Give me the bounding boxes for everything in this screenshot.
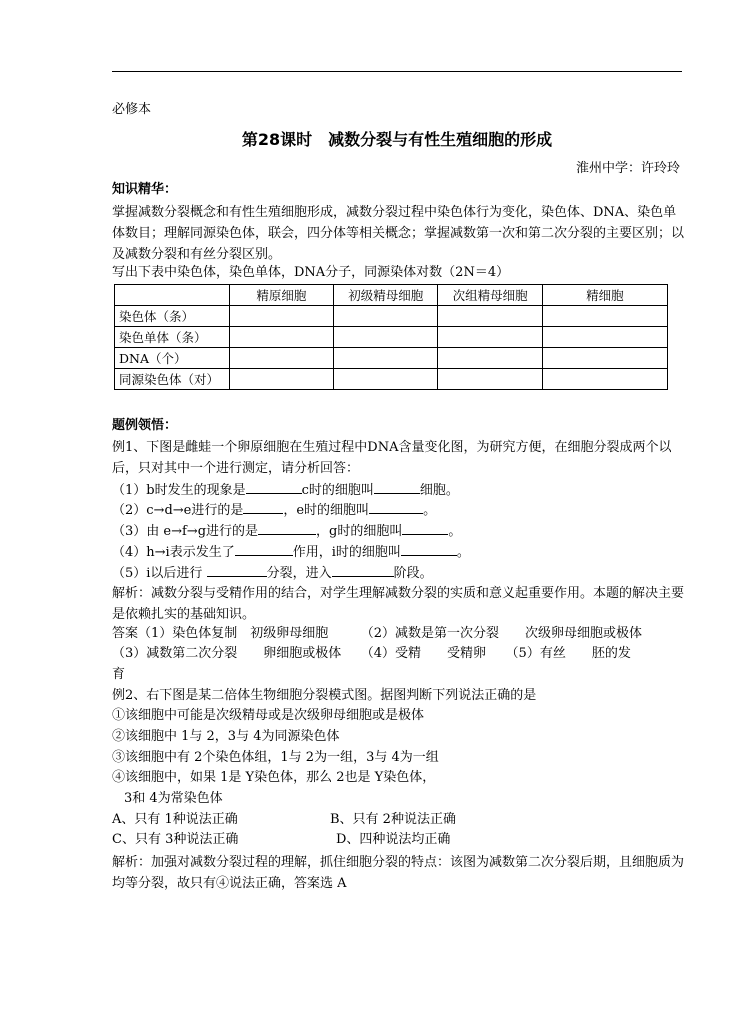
header-rule bbox=[112, 71, 682, 72]
table-cell[interactable] bbox=[334, 348, 438, 369]
table-intro: 写出下表中染色体，染色单体，DNA分子，同源染体对数（2N＝4） bbox=[112, 265, 510, 280]
table-header-cell: 初级精母细胞 bbox=[334, 285, 438, 306]
table-cell[interactable] bbox=[334, 327, 438, 348]
table-cell[interactable] bbox=[438, 348, 542, 369]
table-header-cell: 次组精母细胞 bbox=[438, 285, 542, 306]
answer-blank[interactable] bbox=[332, 563, 394, 577]
example1-answer-line1: 答案（1）染色体复制 初级卵母细胞 （2）减数是第一次分裂 次级卵母细胞或极体 bbox=[112, 626, 643, 641]
table-cell[interactable] bbox=[229, 348, 333, 369]
example1-answer-line3: 育 bbox=[112, 667, 126, 682]
table-header-cell bbox=[115, 285, 230, 306]
table-cell[interactable] bbox=[542, 327, 667, 348]
answer-blank[interactable] bbox=[243, 500, 283, 514]
page-title: 第28课时 减数分裂与有性生殖细胞的形成 bbox=[241, 130, 553, 149]
table-row bbox=[115, 327, 668, 348]
table-cell[interactable] bbox=[334, 306, 438, 327]
table-cell[interactable] bbox=[229, 306, 333, 327]
table-row-label: 染色单体（条） bbox=[115, 327, 230, 348]
table-cell[interactable] bbox=[438, 327, 542, 348]
table-row bbox=[115, 369, 668, 390]
book-label: 必修本 bbox=[112, 102, 152, 117]
table-cell[interactable] bbox=[229, 369, 333, 390]
option-c[interactable]: C、只有 3种说法正确 bbox=[112, 832, 239, 847]
example1-analysis: 解析：减数分裂与受精作用的结合，对学生理解减数分裂的实质和意义起重要作用。本题的解决主要是依赖扎实的基础知识。 bbox=[112, 586, 685, 622]
table-header-row bbox=[115, 285, 668, 306]
option-a[interactable]: A、只有 1种说法正确 bbox=[112, 812, 238, 827]
knowledge-paragraph: 掌握减数分裂概念和有性生殖细胞形成，减数分裂过程中染色体行为变化，染色体、DNA、染色单体数目；理解同源染色体，联会，四分体等相关概念；掌握减数第一次和第二次分裂的主要区别；以及减数分裂和有丝分裂区别。 bbox=[112, 205, 685, 262]
answer-blank[interactable] bbox=[374, 480, 420, 494]
example1-q4: （4）h→i表示发生了 作用，i时的细胞叫 。 bbox=[112, 542, 470, 562]
table-row bbox=[115, 348, 668, 369]
table-row bbox=[115, 306, 668, 327]
example1-q2: （2）c→d→e进行的是 ，e时的细胞叫 。 bbox=[112, 500, 436, 520]
answer-blank[interactable] bbox=[258, 521, 316, 535]
example1-q3: （3）由 e→f→g进行的是 ，g时的细胞叫 。 bbox=[112, 521, 461, 541]
table-row-label: 同源染色体（对） bbox=[115, 369, 230, 390]
example2-statement-1: ①该细胞中可能是次级精母或是次级卵母细胞或是极体 bbox=[112, 708, 425, 723]
example2-statement-4-cont: 3和 4为常染色体 bbox=[124, 791, 223, 806]
table-header-cell: 精细胞 bbox=[542, 285, 667, 306]
answer-blank[interactable] bbox=[235, 542, 293, 556]
examples-heading: 题例领悟： bbox=[112, 418, 178, 433]
table-cell[interactable] bbox=[542, 306, 667, 327]
knowledge-heading: 知识精华： bbox=[112, 182, 178, 197]
answer-blank[interactable] bbox=[207, 563, 267, 577]
answer-blank[interactable] bbox=[246, 480, 302, 494]
example1-q5: （5）i以后进行 分裂，进入 阶段。 bbox=[112, 563, 433, 583]
table-cell[interactable] bbox=[334, 369, 438, 390]
option-d[interactable]: D、四种说法均正确 bbox=[336, 832, 451, 847]
table-cell[interactable] bbox=[438, 306, 542, 327]
answer-blank[interactable] bbox=[401, 542, 457, 556]
example1-stem: 例1、下图是雌蛙一个卵原细胞在生殖过程中DNA含量变化图，为研究方便，在细胞分裂成两个以后，只对其中一个进行测定，请分析回答： bbox=[112, 440, 672, 476]
example1-answer-line2: （3）减数第二次分裂 卵细胞或极体 （4）受精 受精卵 （5）有丝 胚的发 bbox=[112, 646, 631, 661]
example2-statement-3: ③该细胞中有 2个染色体组，1与 2为一组，3与 4为一组 bbox=[112, 750, 439, 765]
example2-statement-4: ④该细胞中，如果 1是 Y染色体，那么 2也是 Y染色体， bbox=[112, 770, 436, 785]
table-row-label: 染色体（条） bbox=[115, 306, 230, 327]
option-b[interactable]: B、只有 2种说法正确 bbox=[330, 812, 456, 827]
author-line: 淮州中学：许玲玲 bbox=[575, 161, 680, 176]
example2-statement-2: ②该细胞中 1与 2，3与 4为同源染色体 bbox=[112, 729, 340, 744]
example2-stem: 例2、右下图是某二倍体生物细胞分裂模式图。据图判断下列说法正确的是 bbox=[112, 688, 537, 703]
example2-analysis: 解析：加强对减数分裂过程的理解，抓住细胞分裂的特点：该图为减数第二次分裂后期，且细胞质为均等分裂，故只有④说法正确，答案选 A bbox=[112, 855, 685, 891]
answer-blank[interactable] bbox=[402, 521, 448, 535]
table-cell[interactable] bbox=[542, 348, 667, 369]
table-cell[interactable] bbox=[542, 369, 667, 390]
example1-q1: （1）b时发生的现象是 c时的细胞叫 细胞。 bbox=[112, 480, 459, 500]
table-cell[interactable] bbox=[438, 369, 542, 390]
table-cell[interactable] bbox=[229, 327, 333, 348]
chromosome-table bbox=[114, 284, 668, 390]
table-header-cell: 精原细胞 bbox=[229, 285, 333, 306]
table-row-label: DNA（个） bbox=[115, 348, 230, 369]
answer-blank[interactable] bbox=[369, 500, 423, 514]
